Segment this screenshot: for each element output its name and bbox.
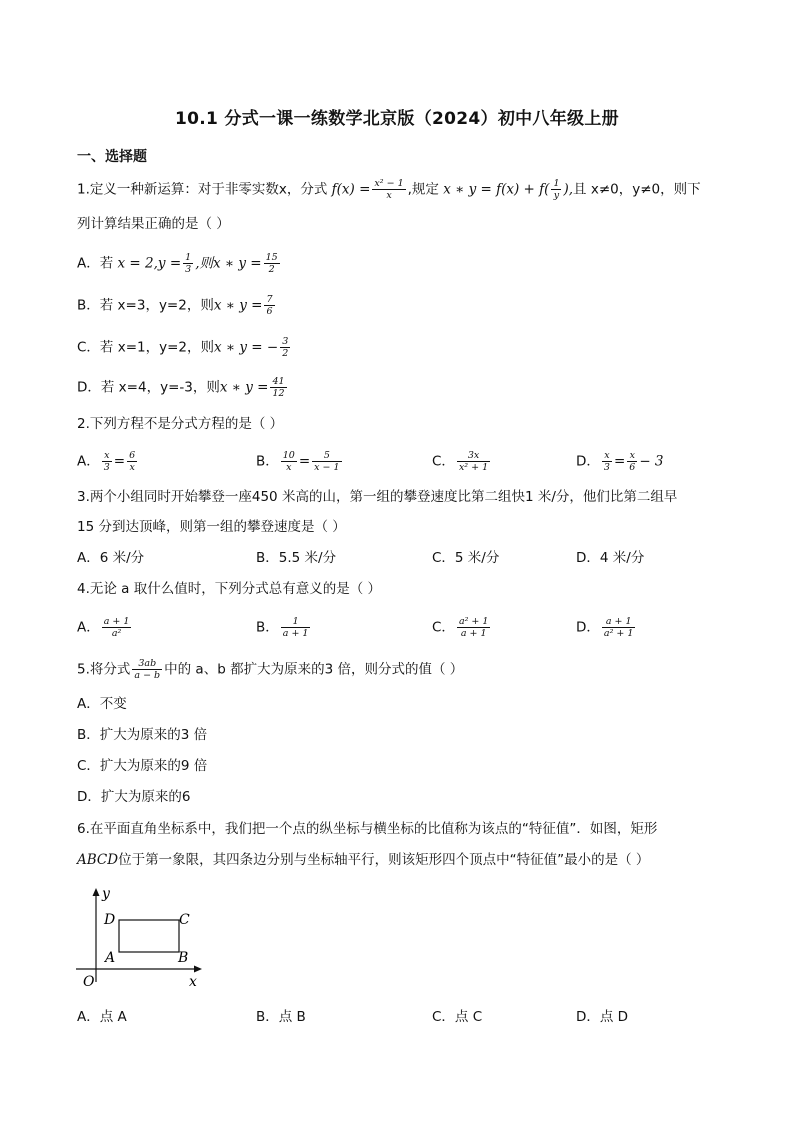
frac-den: x (286, 462, 292, 473)
frac (602, 450, 612, 473)
q1-fraction-den: x (386, 190, 392, 201)
vertex-b-label: B (178, 950, 189, 966)
q2-option-d-tail: − 3 (639, 453, 664, 470)
q1-option-b-label: B．若 x=3，y=2，则 (77, 297, 214, 314)
q1-rule: x ∗ y = f(x) + f( (443, 181, 550, 198)
q1-option-b-math: x ∗ y = (213, 297, 263, 314)
question-5-stem (77, 658, 463, 681)
q1-rule-word: ,规定 (407, 181, 444, 198)
frac-num: 1 (185, 252, 192, 263)
q6-option-a[interactable]: A．点 A (77, 1009, 127, 1025)
frac-den: 6 (266, 306, 273, 317)
q2-option-d-label: D． (576, 453, 600, 470)
frac-den: x² + 1 (458, 462, 489, 473)
q1-option-c-frac (280, 336, 290, 359)
q5-stem-cont: 中的 a、b 都扩大为原来的3 倍，则分式的值（ ） (164, 661, 464, 678)
q6-stem-cont: 位于第一象限，其四条边分别与坐标轴平行，则该矩形四个顶点中“特征值”最小的是（ ） (118, 852, 650, 868)
q2-option-d[interactable] (576, 450, 664, 473)
q4-option-a-label: A． (77, 619, 100, 636)
q4-option-c-label: C． (432, 619, 455, 636)
frac-num: 7 (266, 294, 273, 305)
q6-rectangle-name: ABCD (77, 852, 119, 868)
q6-option-d[interactable]: D．点 D (576, 1009, 629, 1025)
question-4-stem: 4.无论 a 取什么值时，下列分式总有意义的是（ ） (77, 581, 382, 597)
q3-option-b[interactable]: B．5.5 米/分 (256, 550, 337, 566)
frac-num: 3ab (132, 658, 162, 670)
q1-rule-fraction (551, 178, 561, 201)
frac (102, 616, 132, 639)
x-axis-label: x (189, 974, 197, 990)
vertex-c-label: C (179, 912, 190, 928)
q1-rule-fraction-den: y (553, 190, 560, 201)
frac (602, 616, 636, 639)
q4-option-c[interactable] (432, 616, 492, 639)
equals-sign: = (613, 453, 626, 470)
q5-option-c[interactable]: C．扩大为原来的9 倍 (77, 758, 208, 774)
section-heading: 一、选择题 (77, 149, 147, 165)
q1-option-d-label: D．若 x=4，y=-3，则 (77, 379, 220, 396)
q3-option-c[interactable]: C．5 米/分 (432, 550, 500, 566)
frac-den: 2 (282, 348, 289, 359)
q5-option-b[interactable]: B．扩大为原来的3 倍 (77, 727, 208, 743)
frac-num: 15 (265, 252, 278, 263)
frac-den: a − b (134, 670, 161, 681)
q2-option-c[interactable] (432, 450, 492, 473)
q1-option-d[interactable] (77, 376, 289, 399)
q1-function: f(x) = (331, 181, 371, 198)
equals-sign: = (113, 453, 126, 470)
frac (627, 450, 637, 473)
q2-option-b-label: B． (256, 453, 279, 470)
question-2-stem: 2.下列方程不是分式方程的是（ ） (77, 416, 284, 432)
question-1-stem (77, 178, 701, 201)
frac-num: 41 (272, 376, 285, 387)
frac (102, 450, 112, 473)
frac (457, 616, 491, 639)
q1-fraction-num: x² − 1 (374, 178, 404, 189)
q1-option-d-frac (270, 376, 286, 399)
frac (312, 450, 341, 473)
frac-num: x (102, 450, 112, 462)
q5-stem-text: 5.将分式 (77, 661, 131, 678)
q1-fraction (372, 178, 405, 201)
frac-num: 3 (282, 336, 289, 347)
frac-num: 3x (457, 450, 490, 462)
q1-option-b-frac (264, 294, 274, 317)
q6-coordinate-figure (74, 884, 214, 994)
frac (457, 450, 490, 473)
q1-option-c-math: x ∗ y = − (214, 339, 279, 356)
frac (127, 450, 137, 473)
question-6-stem: 6.在平面直角坐标系中，我们把一个点的纵坐标与横坐标的比值称为该点的“特征值”．如图，矩形 (77, 821, 658, 837)
q4-option-d-label: D． (576, 619, 600, 636)
y-axis-label: y (102, 886, 110, 902)
q1-option-d-math: x ∗ y = (219, 379, 269, 396)
q4-option-d[interactable] (576, 616, 637, 639)
frac-den: x (129, 462, 135, 473)
q1-rule-fraction-num: 1 (553, 178, 560, 189)
frac (281, 616, 311, 639)
q2-option-b[interactable] (256, 450, 344, 473)
question-1-stem-line2: 列计算结果正确的是（ ） (77, 216, 230, 232)
frac-den: 3 (603, 462, 610, 473)
q1-option-a-frac1 (183, 252, 193, 275)
q1-option-b[interactable] (77, 294, 277, 317)
frac (281, 450, 297, 473)
page-title: 10.1 分式一课一练数学北京版（2024）初中八年级上册 (175, 109, 619, 129)
frac-num: 10 (282, 450, 295, 461)
q5-option-d[interactable]: D．扩大为原来的6 (77, 789, 191, 805)
frac-num: a² + 1 (458, 616, 489, 627)
vertex-d-label: D (104, 912, 116, 928)
q4-option-a[interactable] (77, 616, 133, 639)
q2-option-a-label: A． (77, 453, 100, 470)
q1-option-a-label: A．若 (77, 255, 118, 272)
frac-den: 6 (629, 462, 636, 473)
frac-den: 2 (268, 264, 275, 275)
question-3-stem: 3.两个小组同时开始攀登一座450 米高的山，第一组的攀登速度比第二组快1 米/分，他们比第二组早 (77, 489, 678, 505)
frac-den: a + 1 (460, 628, 487, 639)
frac-den: a² + 1 (603, 628, 634, 639)
frac-den: 3 (185, 264, 192, 275)
frac-den: 12 (272, 388, 285, 399)
frac-num: x (602, 450, 612, 462)
vertex-a-label: A (105, 950, 116, 966)
q2-option-c-label: C． (432, 453, 455, 470)
q1-option-a-frac2 (264, 252, 280, 275)
frac-den: x − 1 (314, 462, 340, 473)
q1-option-a-mid: ,则x ∗ y = (195, 255, 262, 272)
question-3-stem-line2: 15 分到达顶峰，则第一组的攀登速度是（ ） (77, 519, 346, 535)
frac-den: a + 1 (282, 628, 309, 639)
q1-option-c-label: C．若 x=1，y=2，则 (77, 339, 214, 356)
q1-option-a-math: x = 2,y = (117, 255, 182, 272)
frac-num: a + 1 (602, 616, 636, 628)
frac-num: x (627, 450, 637, 462)
frac-num: 1 (281, 616, 311, 628)
q6-option-c[interactable]: C．点 C (432, 1009, 483, 1025)
question-6-stem-line2 (77, 850, 649, 870)
q3-option-d[interactable]: D．4 米/分 (576, 550, 645, 566)
q6-option-b[interactable]: B．点 B (256, 1009, 306, 1025)
rectangle-abcd (119, 920, 179, 952)
equals-sign: = (298, 453, 311, 470)
q3-option-a[interactable]: A．6 米/分 (77, 550, 145, 566)
y-axis-arrow (93, 888, 100, 896)
frac-num: 6 (129, 450, 136, 461)
q1-stem-cont: 且 x≠0，y≠0，则下 (573, 181, 701, 198)
origin-label: O (83, 974, 95, 990)
q2-option-a[interactable] (77, 450, 139, 473)
q1-stem-text: 1.定义一种新运算：对于非零实数x，分式 (77, 181, 332, 198)
q5-option-a[interactable]: A．不变 (77, 696, 127, 712)
q4-option-b-label: B． (256, 619, 279, 636)
frac-den: 3 (103, 462, 110, 473)
x-axis-arrow (194, 966, 202, 973)
q4-option-b[interactable] (256, 616, 312, 639)
frac-num: a + 1 (103, 616, 130, 627)
q5-fraction (132, 658, 162, 681)
frac-num: 5 (312, 450, 341, 462)
q1-option-a[interactable] (77, 252, 282, 275)
q1-option-c[interactable] (77, 336, 292, 359)
q1-rule-end: ), (563, 181, 574, 198)
frac-den: a² (111, 628, 122, 639)
